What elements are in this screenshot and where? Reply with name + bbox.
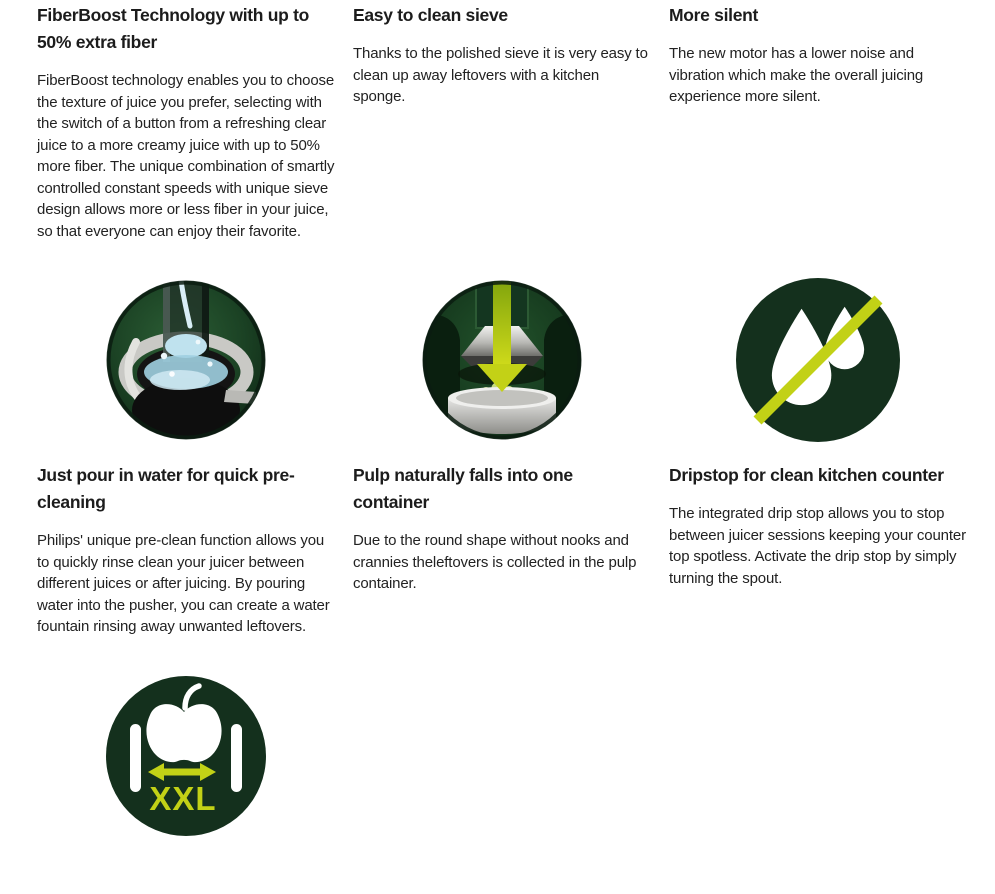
feature-easy-clean-sieve (353, 2, 651, 242)
feature-title: FiberBoost Technology with up to 50% extra fiber (37, 5, 309, 52)
feature-body: Philips' unique pre-clean function allows you to quickly rinse clean your juicer between different juices or after juicing. By pouring water into the pusher, you can create a water fountain rinsing away unwanted leftovers. (37, 532, 330, 635)
feature-title: Easy to clean sieve (353, 5, 508, 25)
feature-title: Just pour in water for quick pre-cleaning (37, 465, 295, 512)
pulp-container-photo (353, 280, 651, 440)
xxl-label: XXL (149, 779, 217, 817)
feature-title: Pulp naturally falls into one container (353, 465, 573, 512)
xxl-size-icon (37, 676, 335, 836)
feature-body: Thanks to the polished sieve it is very easy to clean up away leftovers with a kitchen sponge. (353, 45, 648, 105)
water-rinse-photo (37, 280, 335, 440)
feature-body: The integrated drip stop allows you to stop between juicer sessions keeping your counter top spotless. Activate the drip stop by simply turning the spout. (669, 505, 966, 587)
dripstop-icon (669, 280, 967, 440)
feature-body: The new motor has a lower noise and vibration which make the overall juicing experience more silent. (669, 45, 924, 105)
feature-body: FiberBoost technology enables you to choose the texture of juice you prefer, selecting with the switch of a button from a refreshing clear juice to a more creamy juice with up to 50% more fiber. The unique combination of smartly controlled constant speeds with unique sieve design allows more or less fiber in your juice, so that everyone can enjoy their favorite. (37, 72, 335, 240)
feature-fiberboost (37, 2, 335, 242)
feature-pulp-container (353, 280, 651, 638)
feature-title: Dripstop for clean kitchen counter (669, 465, 944, 485)
feature-title: More silent (669, 5, 759, 25)
feature-dripstop (669, 280, 967, 638)
feature-body: Due to the round shape without nooks and crannies theleftovers is collected in the pulp container. (353, 532, 637, 592)
feature-xxl-feed (37, 676, 335, 858)
feature-pre-cleaning (37, 280, 335, 638)
feature-more-silent (669, 2, 967, 242)
